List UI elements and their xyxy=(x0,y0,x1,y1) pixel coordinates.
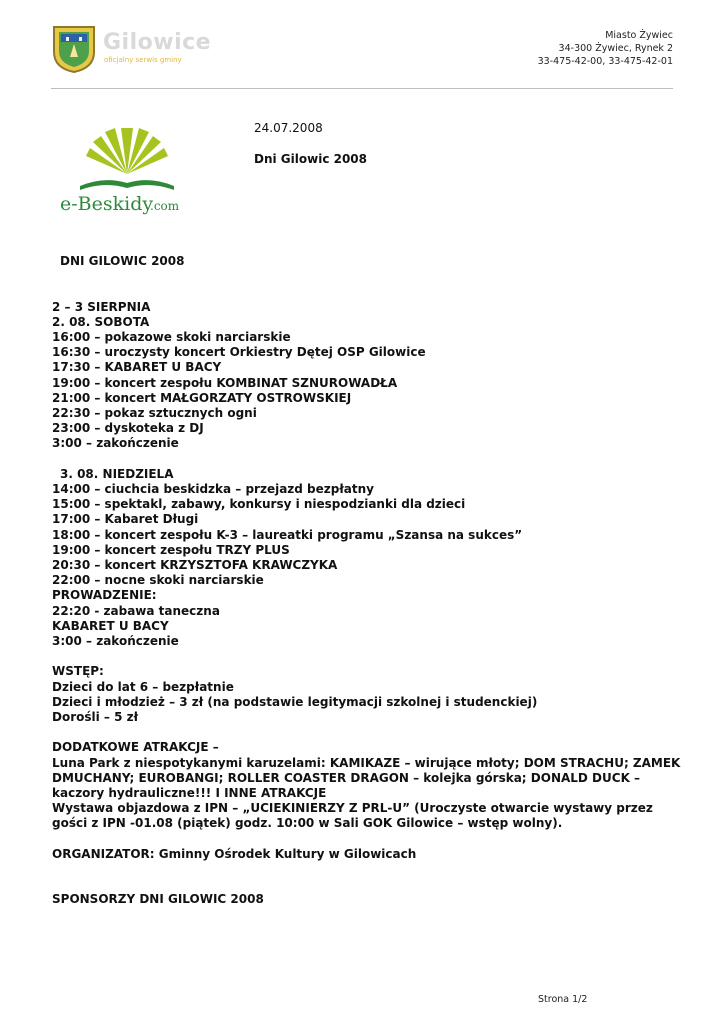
sponsors-heading: SPONSORZY DNI GILOWIC 2008 xyxy=(52,892,264,907)
day1-item: 3:00 – zakończenie xyxy=(52,436,179,451)
article-body xyxy=(52,254,682,908)
day1-item: 21:00 – koncert MAŁGORZATY OSTROWSKIEJ xyxy=(52,390,352,405)
contact-phones: 33-475-42-00, 33-475-42-01 xyxy=(537,56,673,67)
article-title: Dni Gilowic 2008 xyxy=(254,152,368,166)
entry-item: Dzieci do lat 6 – bezpłatnie xyxy=(52,679,234,694)
article-date: 24.07.2008 xyxy=(254,121,323,135)
contact-address: 34-300 Żywiec, Rynek 2 xyxy=(558,43,673,54)
entry-item: Dzieci i młodzież – 3 zł (na podstawie legitymacji szkolnej i studenckiej) xyxy=(52,694,538,709)
e-beskidy-logo xyxy=(58,120,196,216)
entry-item: Dorośli – 5 zł xyxy=(52,710,139,725)
day2-item: 20:30 – koncert KRZYSZTOFA KRAWCZYKA xyxy=(52,558,338,573)
day2-item: KABARET U BACY xyxy=(52,618,169,633)
day1-label: 2. 08. SOBOTA xyxy=(52,314,150,329)
day2-item: 19:00 – koncert zespołu TRZY PLUS xyxy=(52,542,290,557)
logo-tagline: oficjalny serwis gminy xyxy=(104,56,182,64)
body-heading: DNI GILOWIC 2008 xyxy=(60,254,185,268)
day1-item: 16:00 – pokazowe skoki narciarskie xyxy=(52,329,291,344)
day2-item: 14:00 – ciuchcia beskidzka – przejazd bezpłatny xyxy=(52,482,375,496)
logo-wordmark: Gilowice xyxy=(103,30,212,55)
day2-item: 18:00 – koncert zespołu K-3 – laureatki programu „Szansa na sukces” xyxy=(52,527,523,542)
attractions-exhibition: Wystawa objazdowa z IPN – „UCIEKINIERZY Z PRL-U” (Uroczyste otwarcie wystawy przez gości z IPN -01.08 (piątek) godz. 10:00 w Sali GOK Gilowice – wstęp wolny). xyxy=(52,801,653,831)
attractions-luna-park: Luna Park z niespotykanymi karuzelami: KAMIKAZE – wirujące młoty; DOM STRACHU; ZAMEK DMUCHANY; EUROBANGI; ROLLER COASTER DRAGON – kolejka górska; DONALD DUCK – kaczory hydrauliczne!!! I INNE ATRAKCJE xyxy=(52,755,681,801)
e-beskidy-logo-text: e-Beskidy xyxy=(60,193,154,215)
day1-item: 19:00 – koncert zespołu KOMBINAT SZNUROWADŁA xyxy=(52,375,398,390)
day1-item: 23:00 – dyskoteka z DJ xyxy=(52,421,204,436)
day2-item: 22:00 – nocne skoki narciarskie xyxy=(52,573,264,588)
e-beskidy-logo-suffix: .com xyxy=(150,199,180,213)
contact-city: Miasto Żywiec xyxy=(605,30,673,41)
day2-item: 15:00 – spektakl, zabawy, konkursy i niespodzianki dla dzieci xyxy=(52,497,466,512)
day2-item: 3:00 – zakończenie xyxy=(52,634,179,649)
day1-item: 22:30 – pokaz sztucznych ogni xyxy=(52,406,257,420)
entry-label: WSTĘP: xyxy=(52,664,104,679)
contact-block xyxy=(538,29,673,68)
day2-item: 17:00 – Kabaret Długi xyxy=(52,512,199,527)
day1-item: 16:30 – uroczysty koncert Orkiestry Dętej OSP Gilowice xyxy=(52,345,426,360)
program-dates: 2 – 3 SIERPNIA xyxy=(52,299,151,314)
day2-item: PROWADZENIE: xyxy=(52,588,157,603)
header-divider xyxy=(51,88,673,89)
day1-item: 17:30 – KABARET U BACY xyxy=(52,360,222,375)
attractions-label: DODATKOWE ATRAKCJE – xyxy=(52,740,219,755)
day2-label: 3. 08. NIEDZIELA xyxy=(60,466,174,481)
day2-item: 22:20 - zabawa taneczna xyxy=(52,603,220,618)
page-number: Strona 1/2 xyxy=(538,994,588,1005)
organizer: ORGANIZATOR: Gminny Ośrodek Kultury w Gilowicach xyxy=(52,846,417,861)
gilowice-crest-logo xyxy=(51,24,97,74)
